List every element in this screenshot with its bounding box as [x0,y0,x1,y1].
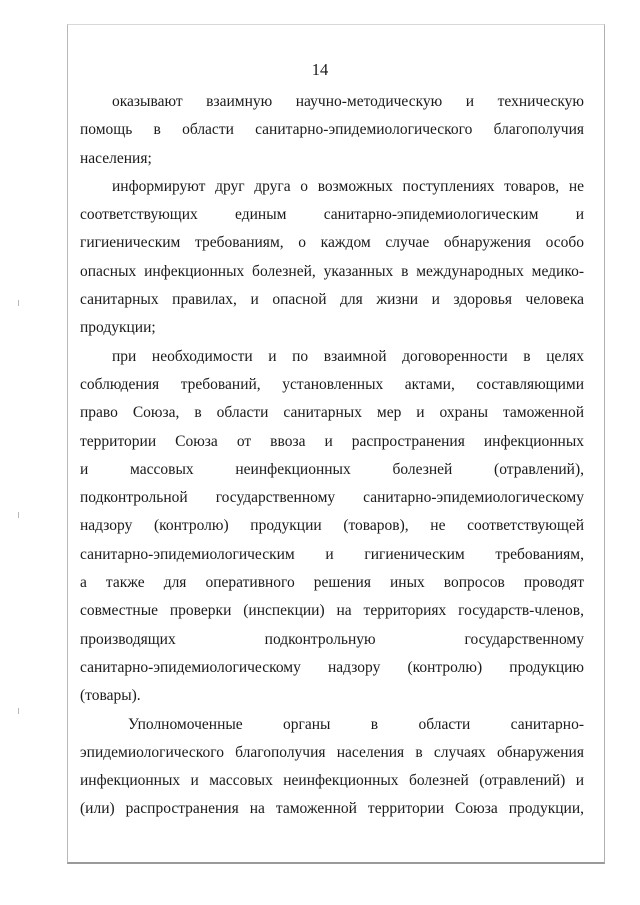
text-line: инфекционных и массовых неинфекционных болезней (отравлений) и [80,772,584,790]
text-line: право Союза, в области санитарных мер и охраны таможенной [80,404,584,422]
text-line: территории Союза от ввоза и распространения инфекционных [80,432,584,450]
text-line: эпидемиологического благополучия населения в случаях обнаружения [80,743,584,761]
text-line: населения; [80,149,152,167]
scan-mark [18,512,19,518]
text-line: гигиеническим требованиям, о каждом случае обнаружения особо [80,234,584,252]
text-line: помощь в области санитарно-эпидемиологического благополучия [80,121,584,139]
text-line: опасных инфекционных болезней, указанных в международных медико- [80,262,584,280]
text-line: информируют друг друга о возможных поступлениях товаров, не [112,177,584,195]
text-line: (или) распространения на таможенной территории Союза продукции, [80,800,584,818]
text-line: санитарных правилах, и опасной для жизни и здоровья человека [80,291,584,309]
text-line: санитарно-эпидемиологическому надзору (контролю) продукцию [80,658,584,676]
text-line: соблюдения требований, установленных актами, составляющими [80,375,584,393]
text-line: производящих подконтрольную государственному [80,630,584,648]
document-body [80,88,584,824]
text-line: при необходимости и по взаимной договоренности в целях [112,347,584,365]
text-line: надзору (контролю) продукции (товаров), не соответствующей [80,517,584,535]
text-line: а также для оперативного решения иных вопросов проводят [80,574,584,592]
text-line: (товары). [80,687,141,705]
scan-mark [18,708,19,714]
text-line: подконтрольной государственному санитарно-эпидемиологическому [80,489,584,507]
text-line: Уполномоченные органы в области санитарно- [128,715,584,733]
text-line: продукции; [80,319,156,337]
text-line: оказывают взаимную научно-методическую и техническую [112,93,584,110]
text-line: соответствующих единым санитарно-эпидемиологическим и [80,206,584,224]
page-number: 14 [311,60,329,79]
text-line: совместные проверки (инспекции) на территориях государств-членов, [80,602,584,620]
text-line: санитарно-эпидемиологическим и гигиеническим требованиям, [80,545,584,563]
scan-mark [18,300,19,306]
text-line: и массовых неинфекционных болезней (отравлений), [80,460,584,478]
